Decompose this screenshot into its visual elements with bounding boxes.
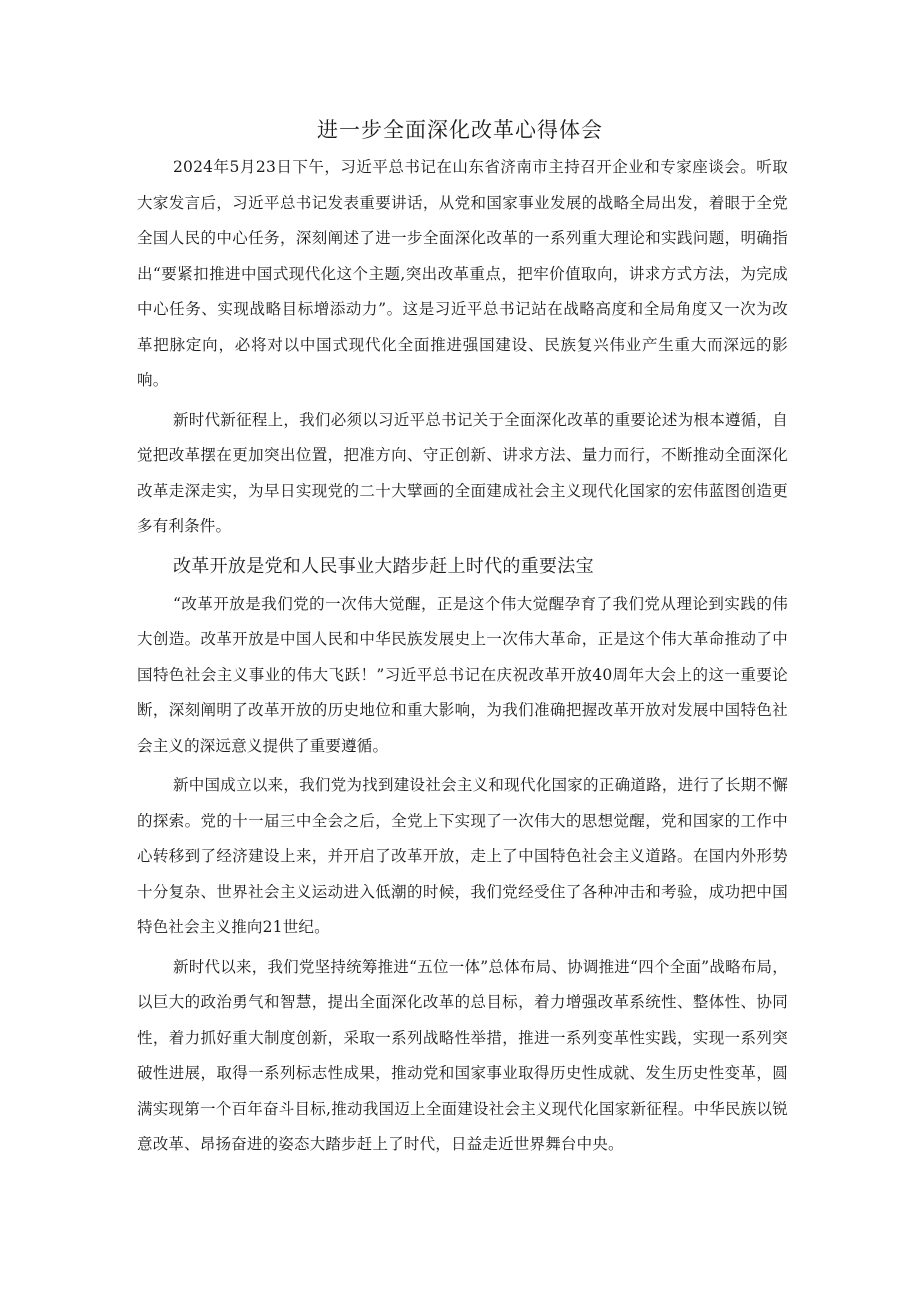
- section-heading: 改革开放是党和人民事业大踏步赶上时代的重要法宝: [173, 555, 594, 577]
- intro-paragraph-1: 2024年5月23日下午，习近平总书记在山东省济南市主持召开企业和专家座谈会。听取大家发言后，习近平总书记发表重要讲话，从党和国家事业发展的战略全局出发，着眼于全党全国人民的中心任务，深刻阐述了进一步全面深化改革的一系列重大理论和实践问题，明确指出“要紧扣推进中国式现代化这个主题,突出改革重点，把牢价值取向，讲求方式方法，为完成中心任务、实现战略目标增添动力”。这是习近平总书记站在战略高度和全局角度又一次为改革把脉定向，必将对以中国式现代化全面推进强国建设、民族复兴伟业产生重大而深远的影响。: [137, 158, 788, 389]
- document-title: 进一步全面深化改革心得体会: [317, 118, 603, 142]
- section-paragraph-2: 新中国成立以来，我们党为找到建设社会主义和现代化国家的正确道路，进行了长期不懈的探索。党的十一届三中全会之后，全党上下实现了一次伟大的思想觉醒，党和国家的工作中心转移到了经济建设上来，并开启了改革开放，走上了中国特色社会主义道路。在国内外形势十分复杂、世界社会主义运动进入低潮的时候，我们党经受住了各种冲击和考验，成功把中国特色社会主义推向21世纪。: [137, 776, 788, 936]
- intro-paragraph-2: 新时代新征程上，我们必须以习近平总书记关于全面深化改革的重要论述为根本遵循，自觉把改革摆在更加突出位置，把准方向、守正创新、讲求方法、量力而行，不断推动全面深化改革走深走实，为早日实现党的二十大擘画的全面建成社会主义现代化国家的宏伟蓝图创造更多有利条件。: [137, 410, 788, 535]
- section-paragraph-1: “改革开放是我们党的一次伟大觉醒，正是这个伟大觉醒孕育了我们党从理论到实践的伟大创造。改革开放是中国人民和中华民族发展史上一次伟大革命，正是这个伟大革命推动了中国特色社会主义事业的伟大飞跃！”习近平总书记在庆祝改革开放40周年大会上的这一重要论断，深刻阐明了改革开放的历史地位和重大影响，为我们准确把握改革开放对发展中国特色社会主义的深远意义提供了重要遵循。: [137, 594, 788, 755]
- section-paragraph-3: 新时代以来，我们党坚持统筹推进“五位一体”总体布局、协调推进“四个全面”战略布局，以巨大的政治勇气和智慧，提出全面深化改革的总目标，着力增强改革系统性、整体性、协同性，着力抓好重大制度创新，采取一系列战略性举措，推进一系列变革性实践，实现一系列突破性进展，取得一系列标志性成果，推动党和国家事业取得历史性成就、发生历史性变革，圆满实现第一个百年奋斗目标,推动我国迈上全面建设社会主义现代化国家新征程。中华民族以锐意改革、昂扬奋进的姿态大踏步赶上了时代，日益走近世界舞台中央。: [137, 957, 788, 1153]
- document-body: [137, 150, 788, 1167]
